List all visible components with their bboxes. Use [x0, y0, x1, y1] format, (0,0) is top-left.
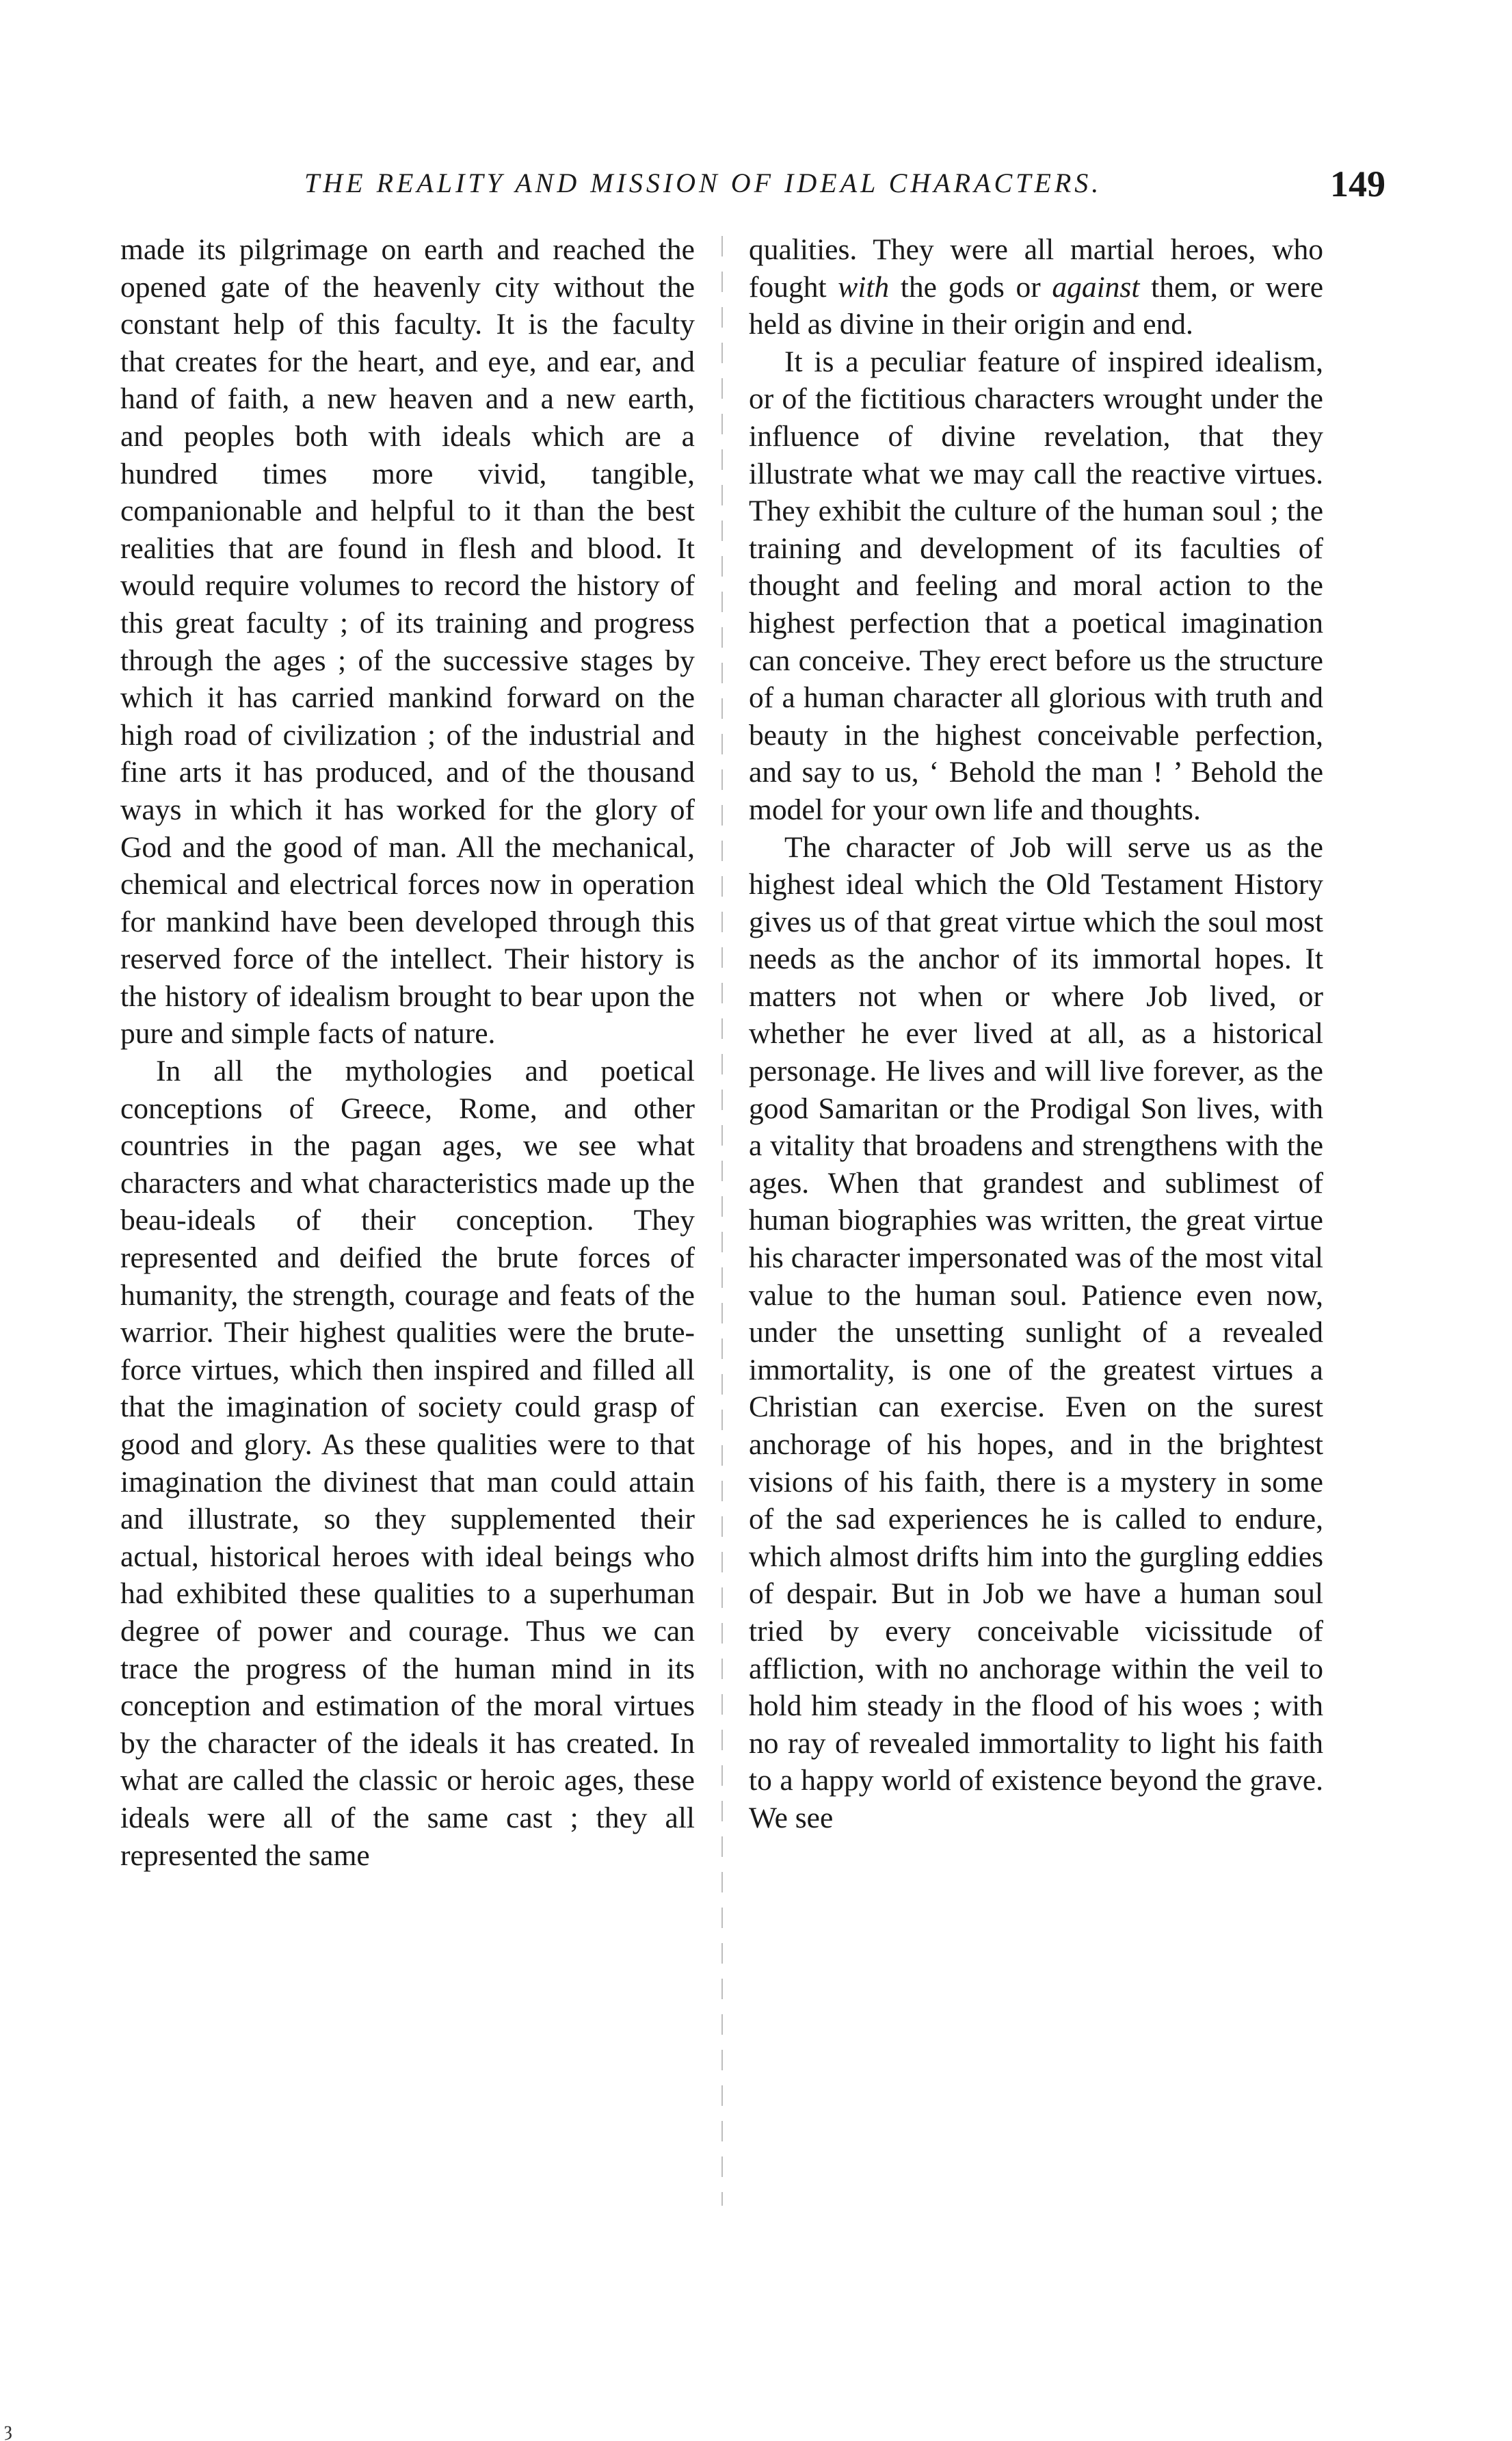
- text-run: qualities. They were all martial heroes, who fought: [749, 233, 1323, 304]
- page-number: 149: [1330, 163, 1385, 204]
- paragraph: [749, 231, 1323, 343]
- italic-word: against: [1052, 270, 1140, 304]
- paragraph: In all the mythologies and poetical conceptions of Greece, Rome, and other countries in the pagan ages, we see what characters and what characteristics made up the beau-ideals of their conception. They represented and deified the brute forces of humanity, the strength, courage and feats of the warrior. Their highest qualities were the brute-force virtues, which then inspired and filled all that the imagination of society could grasp of good and glory. As these qualities were to that imagination the divinest that man could attain and illustrate, so they supplemented their actual, historical heroes with ideal beings who had exhibited these qualities to a superhuman degree of power and courage. Thus we can trace the progress of the human mind in its conception and estimation of the moral virtues by the character of the ideals it has created. In what are called the classic or heroic ages, these ideals were all of the same cast ; they all represented the same: [120, 1055, 695, 1872]
- paragraph: made its pilgrimage on earth and reached the opened gate of the heavenly city without the constant help of this faculty. It is the faculty that creates for the heart, and eye, and ear, and hand of faith, a new heaven and a new earth, and peoples both with ideals which are a hundred times more vivid, tangible, companionable and helpful to it than the best realities that are found in flesh and blood. It would require volumes to record the history of this great faculty ; of its training and progress through the ages ; of the successive stages by which it has carried mankind forward on the high road of civilization ; of the industrial and fine arts it has produced, and of the thousand ways in which it has worked for the glory of God and the good of man. All the mechanical, chemical and electrical forces now in operation for mankind have been developed through this reserved force of the intellect. Their history is the history of idealism brought to bear upon the pure and simple facts of nature.: [120, 233, 695, 1051]
- running-title: THE REALITY AND MISSION OF IDEAL CHARACTERS.: [304, 168, 1102, 198]
- column-divider: [721, 236, 723, 2206]
- italic-word: with: [838, 270, 890, 304]
- paragraph: The character of Job will serve us as the highest ideal which the Old Testament History gives us of that great virtue which the soul most needs as the anchor of its immortal hopes. It matters not when or where Job lived, or whether he ever lived at all, as a historical personage. He lives and will live forever, as the good Samaritan or the Prodigal Son lives, with a vitality that broadens and strengthens with the ages. When that grandest and sublimest of human biographies was written, the great virtue his character impersonated was of the most vital value to the human soul. Patience even now, under the unsetting sunlight of a revealed immortality, is one of the greatest virtues a Christian can exercise. Even on the surest anchorage of his hopes, and in the brightest visions of his faith, there is a mystery in some of the sad experiences he is called to endure, which almost drifts him into the gurgling eddies of despair. But in Job we have a human soul tried by every conceivable vicissitude of affliction, with no anchorage within the veil to hold him steady in the flood of his woes ; with no ray of revealed immortality to light his faith to a happy world of existence beyond the grave. We see: [749, 830, 1323, 1834]
- stray-print-mark: ȝ: [4, 2418, 12, 2440]
- left-column: [120, 231, 695, 1874]
- right-column: [749, 231, 1323, 1837]
- text-run: the gods or: [889, 270, 1052, 304]
- running-header: [120, 163, 1392, 217]
- text-run: them, or were held as divine in their origin and end.: [749, 270, 1324, 341]
- paragraph: It is a peculiar feature of inspired idealism, or of the fictitious characters wrought under the influence of divine revelation, that they illustrate what we may call the reactive virtues. They exhibit the culture of the human soul ; the training and development of its faculties of thought and feeling and moral action to the highest perfection that a poetical imagination can conceive. They erect before us the structure of a human character all glorious with truth and beauty in the highest conceivable perfection, and say to us, ‘ Behold the man ! ’ Behold the model for your own life and thoughts.: [749, 345, 1323, 826]
